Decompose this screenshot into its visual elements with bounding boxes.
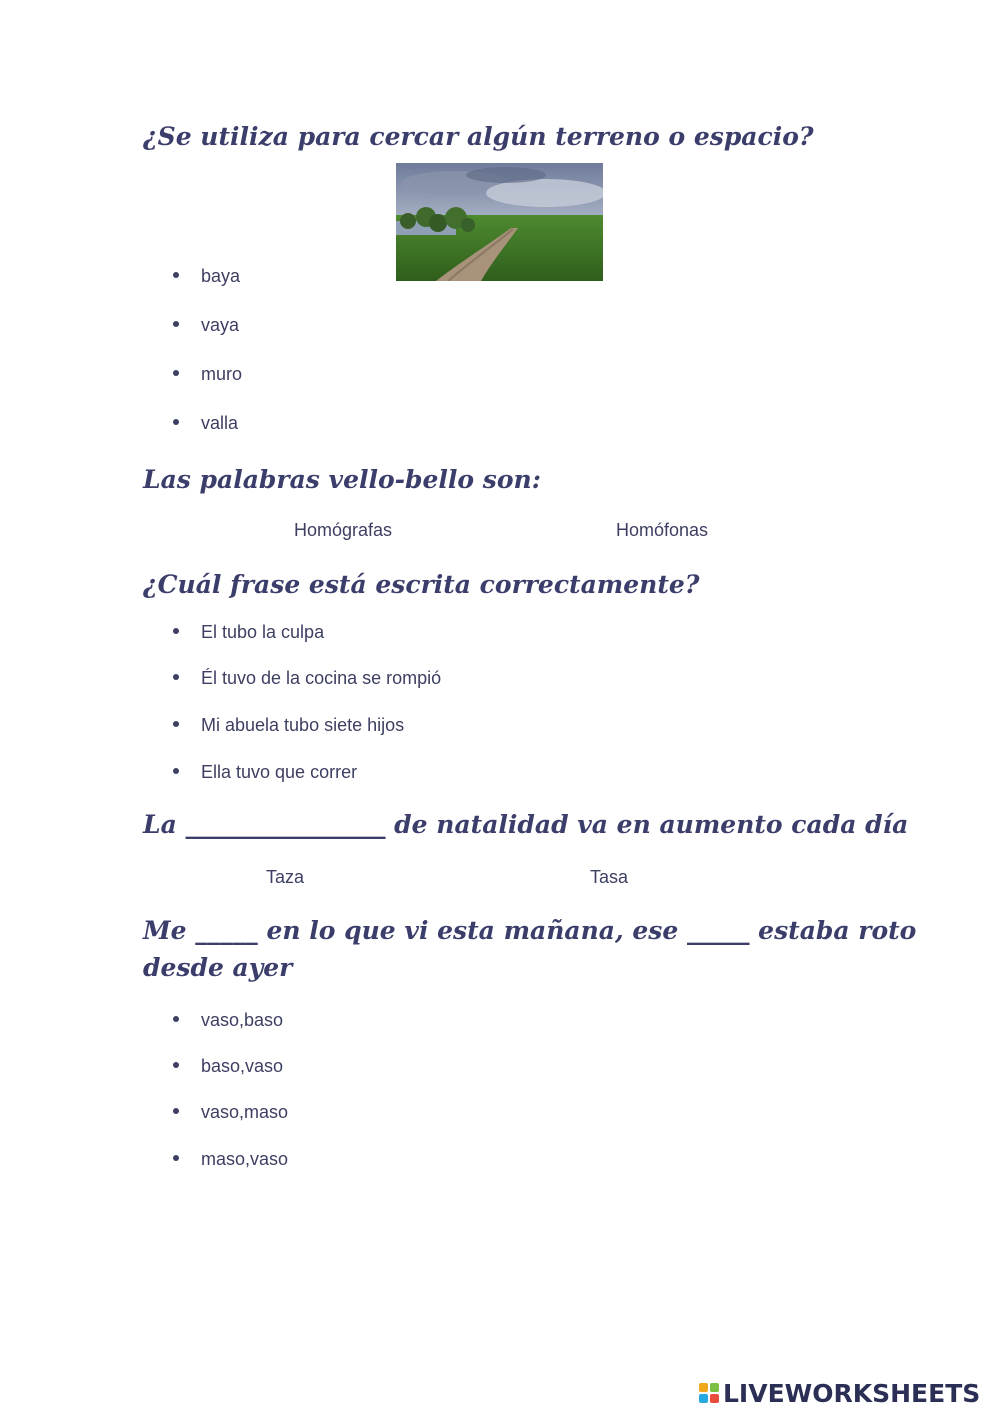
question-2-title: Las palabras vello-bello son: bbox=[143, 465, 541, 494]
choice-homofonas[interactable]: Homófonas bbox=[616, 520, 709, 540]
bullet-icon bbox=[173, 419, 179, 425]
bullet-icon bbox=[173, 674, 179, 680]
question-5-title-line-1: Me _____ en lo que vi esta mañana, ese _____ estaba roto bbox=[143, 916, 917, 945]
question-4-title: La ________________ de natalidad va en aumento cada día bbox=[143, 810, 909, 839]
bullet-icon bbox=[173, 370, 179, 376]
bullet-icon bbox=[173, 321, 179, 327]
choice-homografas[interactable]: Homógrafas bbox=[294, 520, 393, 540]
liveworksheets-wordmark: LIVEWORKSHEETS bbox=[723, 1378, 981, 1408]
option-1-2[interactable]: vaya bbox=[173, 313, 239, 337]
option-5-4[interactable]: maso,vaso bbox=[173, 1147, 288, 1171]
bullet-icon bbox=[173, 1062, 179, 1068]
bullet-icon bbox=[173, 1016, 179, 1022]
choice-tasa[interactable]: Tasa bbox=[590, 867, 629, 887]
option-1-4[interactable]: valla bbox=[173, 411, 238, 435]
liveworksheets-logo[interactable] bbox=[699, 1380, 980, 1406]
option-5-3[interactable]: vaso,maso bbox=[173, 1100, 288, 1124]
question-3-title: ¿Cuál frase está escrita correctamente? bbox=[143, 570, 700, 599]
question-1-title: ¿Se utiliza para cercar algún terreno o espacio? bbox=[143, 122, 814, 151]
landscape-photo bbox=[396, 163, 603, 281]
option-3-2[interactable]: Él tuvo de la cocina se rompió bbox=[173, 666, 441, 690]
option-3-3[interactable]: Mi abuela tubo siete hijos bbox=[173, 713, 404, 737]
option-1-3[interactable]: muro bbox=[173, 362, 242, 386]
option-5-2[interactable]: baso,vaso bbox=[173, 1054, 283, 1078]
bullet-icon bbox=[173, 768, 179, 774]
liveworksheets-mark-icon bbox=[699, 1383, 719, 1403]
option-1-1[interactable]: baya bbox=[173, 264, 240, 288]
option-3-4[interactable]: Ella tuvo que correr bbox=[173, 760, 357, 784]
bullet-icon bbox=[173, 628, 179, 634]
choice-taza[interactable]: Taza bbox=[266, 867, 305, 887]
bullet-icon bbox=[173, 721, 179, 727]
bullet-icon bbox=[173, 1108, 179, 1114]
bullet-icon bbox=[173, 272, 179, 278]
option-3-1[interactable]: El tubo la culpa bbox=[173, 620, 324, 644]
option-5-1[interactable]: vaso,baso bbox=[173, 1008, 283, 1032]
dirt-road-image-icon bbox=[396, 163, 603, 281]
bullet-icon bbox=[173, 1155, 179, 1161]
question-5-title-line-2: desde ayer bbox=[143, 953, 293, 982]
